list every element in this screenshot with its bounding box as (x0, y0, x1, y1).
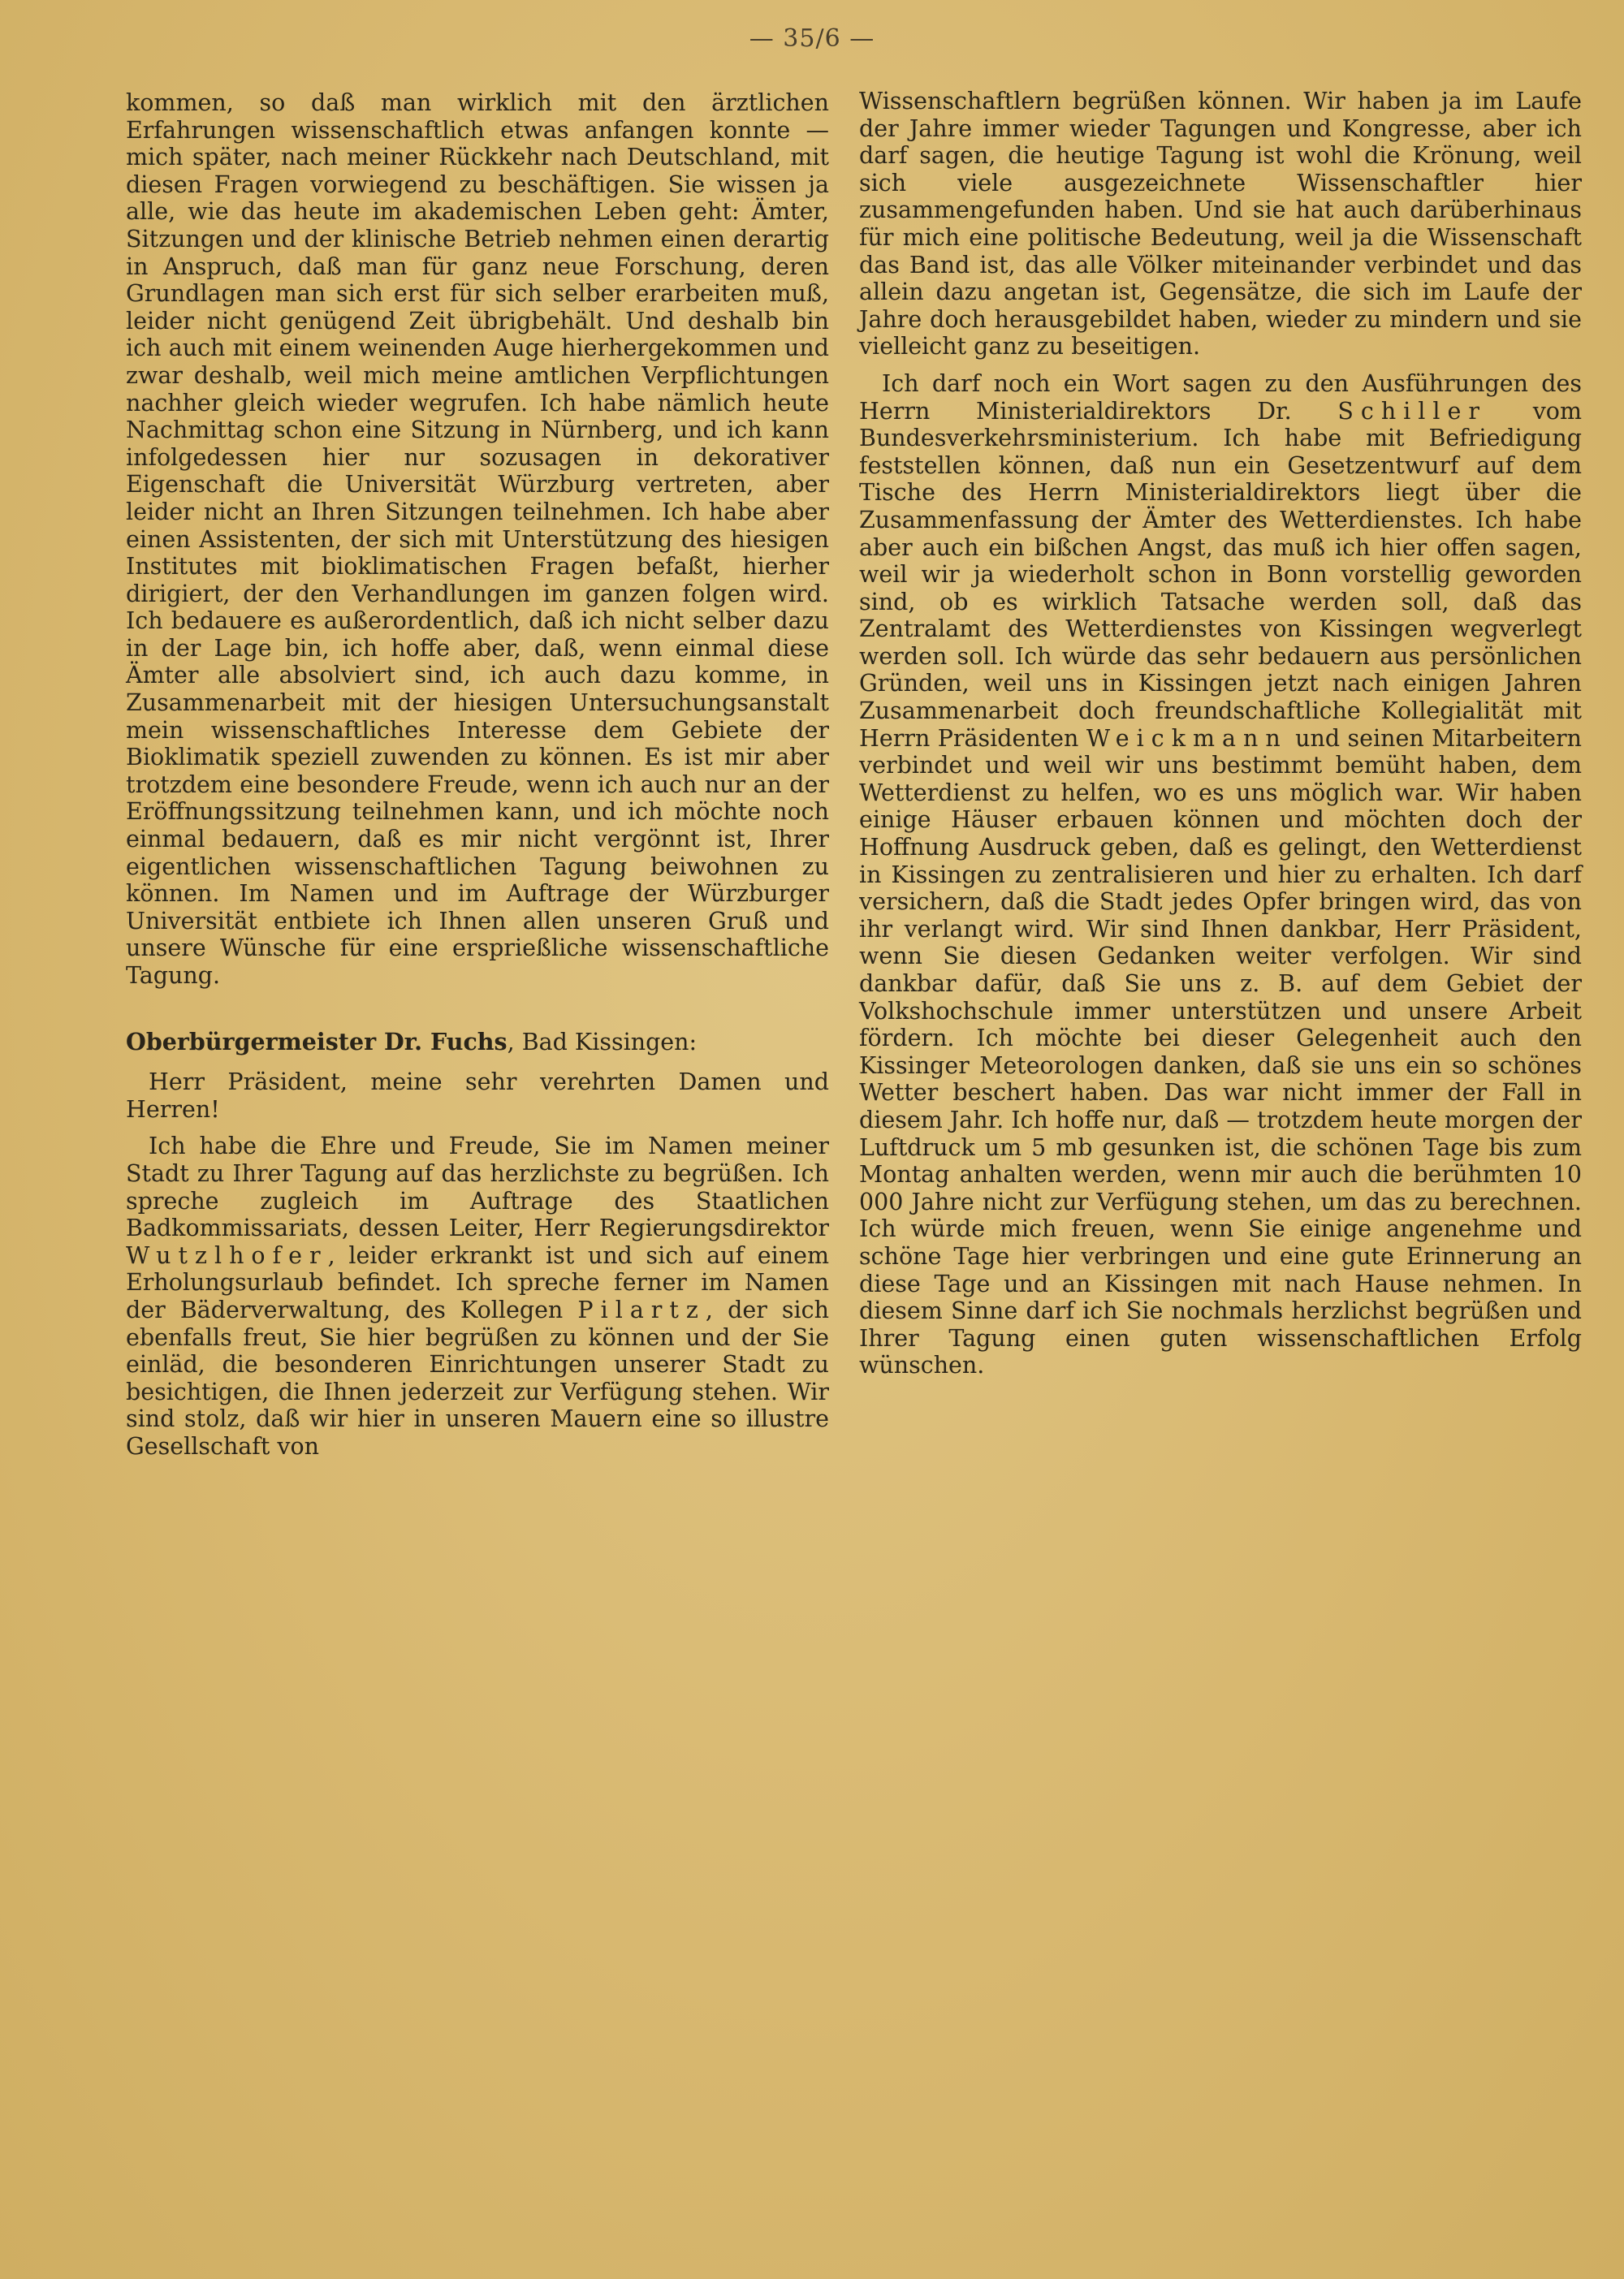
text-run: Ich darf noch ein Wort sagen zu den Ausführungen des Herrn Ministerialdirektors Dr. (859, 369, 1582, 425)
text-run: und seinen Mitarbeitern verbindet und weil wir uns bestimmt bemüht haben, dem Wetterdienst zu helfen, wo es uns möglich war. Wir haben einige Häuser erbauen können und möchten doch der Hoffnung Ausdruck geben, daß es gelingt, den Wetterdienst in Kissingen zu zentralisieren und hier zu erhalten. Ich darf versichern, daß die Stadt jedes Opfer bringen wird, das von ihr verlangt wird. Wir sind Ihnen dankbar, Herr Präsident, wenn Sie diesen Gedanken weiter verfolgen. Wir sind dankbar dafür, daß Sie uns z. B. auf dem Gebiet der Volkshochschule immer unterstützen und unsere Arbeit fördern. Ich möchte bei dieser Gelegenheit auch den Kissinger Meteorologen danken, daß sie uns ein so schönes Wetter beschert haben. Das war nicht immer der Fall in diesem Jahr. Ich hoffe nur, daß — trotzdem heute morgen der Luftdruck um 5 mb gesunken ist, die schönen Tage bis zum Montag anhalten werden, wenn mir auch die berühmten 10 000 Jahre nicht zur Verfügung stehen, um das zu berechnen. Ich würde mich freuen, wenn Sie einige angenehme und schöne Tage hier verbringen und eine gute Erinnerung an diese Tage und an Kissingen mit nach Hause nehmen. In diesem Sinne darf ich Sie nochmals herzlichst begrüßen und Ihrer Tagung einen guten wissenschaftlichen Erfolg wünschen. (859, 724, 1582, 1379)
text-run: , der sich ebenfalls freut, Sie hier begrüßen zu können und der Sie einläd, die besonderen Einrichtungen unserer Stadt zu besichtigen, die Ihnen jederzeit zur Verfügung stehen. Wir sind stolz, daß wir hier in unseren Mauern eine so illustre Gesellschaft von (126, 1296, 829, 1460)
person-name: Weickmann (1086, 724, 1288, 752)
person-name: Wutzlhofer (126, 1241, 328, 1269)
text-run: Ich habe die Ehre und Freude, Sie im Namen meiner Stadt zu Ihrer Tagung auf das herzlichste zu begrüßen. Ich spreche zugleich im Auftrage des Staatlichen Badkommissariats, dessen Leiter, Herr Regierungsdirektor (126, 1133, 829, 1242)
paragraph: kommen, so daß man wirklich mit den ärztlichen Erfahrungen wissenschaftlich etwas anfangen konnte — mich später, nach meiner Rückkehr nach Deutschland, mit diesen Fragen vorwiegend zu beschäftigen. Sie wissen ja alle, wie das heute im akademischen Leben geht: Ämter, Sitzungen und der klinische Betrieb nehmen einen derartig in Anspruch, daß man für ganz neue Forschung, deren Grundlagen man sich erst für sich selber erarbeiten muß, leider nicht genügend Zeit übrigbehält. Und deshalb bin ich auch mit einem weinenden Auge hierhergekommen und zwar deshalb, weil mich meine amtlichen Verpflichtungen nachher gleich wieder wegrufen. Ich habe nämlich heute Nachmittag schon eine Sitzung in Nürnberg, und ich kann infolgedessen hier nur sozusagen in dekorativer Eigenschaft die Universität Würzburg vertreten, aber leider nicht an Ihren Sitzungen teilnehmen. Ich habe aber einen Assistenten, der sich mit Unterstützung des hiesigen Institutes mit bioklimatischen Fragen befaßt, hierher dirigiert, der den Verhandlungen im ganzen folgen wird. Ich bedauere es außerordentlich, daß ich nicht selber dazu in der Lage bin, ich hoffe aber, daß, wenn einmal diese Ämter alle absolviert sind, ich auch dazu komme, in Zusammenarbeit mit der hiesigen Untersuchungsanstalt mein wissenschaftliches Interesse dem Gebiete der Bioklimatik speziell zuwenden zu können. Es ist mir aber trotzdem eine besondere Freude, wenn ich auch nur an der Eröffnungssitzung teilnehmen kann, und ich möchte noch einmal bedauern, daß es mir nicht vergönnt ist, Ihrer eigentlichen wissenschaftlichen Tagung beiwohnen zu können. Im Namen und im Auftrage der Würzburger Universität entbiete ich Ihnen allen unseren Gruß und unsere Wünsche für eine ersprießliche wissenschaftliche Tagung. (126, 89, 829, 989)
speaker-heading (126, 1029, 829, 1056)
paragraph (859, 370, 1582, 1379)
page-number: — 35/6 — (749, 24, 875, 53)
text-run: , leider erkrankt ist und sich auf einem Erholungsurlaub befindet. Ich spreche ferner im Namen der Bäderverwaltung, des Kollegen (126, 1241, 829, 1323)
left-column (126, 89, 829, 1461)
paragraph (126, 1133, 829, 1460)
speaker-place: , Bad Kissingen: (507, 1028, 698, 1055)
paragraph: Wissenschaftlern begrüßen können. Wir haben ja im Laufe der Jahre immer wieder Tagungen und Kongresse, aber ich darf sagen, die heutige Tagung ist wohl die Krönung, weil sich viele ausgezeichnete Wissenschaftler hier zusammengefunden haben. Und sie hat auch darüberhinaus für mich eine politische Bedeutung, weil ja die Wissenschaft das Band ist, das alle Völker miteinander verbindet und das allein dazu angetan ist, Gegensätze, die sich im Laufe der Jahre doch herausgebildet haben, wieder zu mindern und sie vielleicht ganz zu beseitigen. (859, 88, 1582, 360)
person-name: Schiller (1337, 397, 1488, 425)
text-run: vom Bundesverkehrsministerium. Ich habe mit Befriedigung feststellen können, daß nun ein Gesetzentwurf auf dem Tische des Herrn Ministerialdirektors liegt über die Zusammenfassung der Ämter des Wetterdienstes. Ich habe aber auch ein bißchen Angst, das muß ich hier offen sagen, weil wir ja wiederholt schon in Bonn vorstellig geworden sind, ob es wirklich Tatsache werden soll, daß das Zentralamt des Wetterdienstes von Kissingen wegverlegt werden soll. Ich würde das sehr bedauern aus persönlichen Gründen, weil uns in Kissingen jetzt nach einigen Jahren Zusammenarbeit doch freundschaftliche Kollegialität mit Herrn Präsidenten (859, 397, 1582, 752)
right-column (859, 88, 1582, 1379)
speaker-name: Oberbürgermeister Dr. Fuchs (126, 1027, 508, 1055)
person-name: Pilartz (577, 1296, 706, 1323)
greeting: Herr Präsident, meine sehr verehrten Damen und Herren! (126, 1068, 829, 1123)
